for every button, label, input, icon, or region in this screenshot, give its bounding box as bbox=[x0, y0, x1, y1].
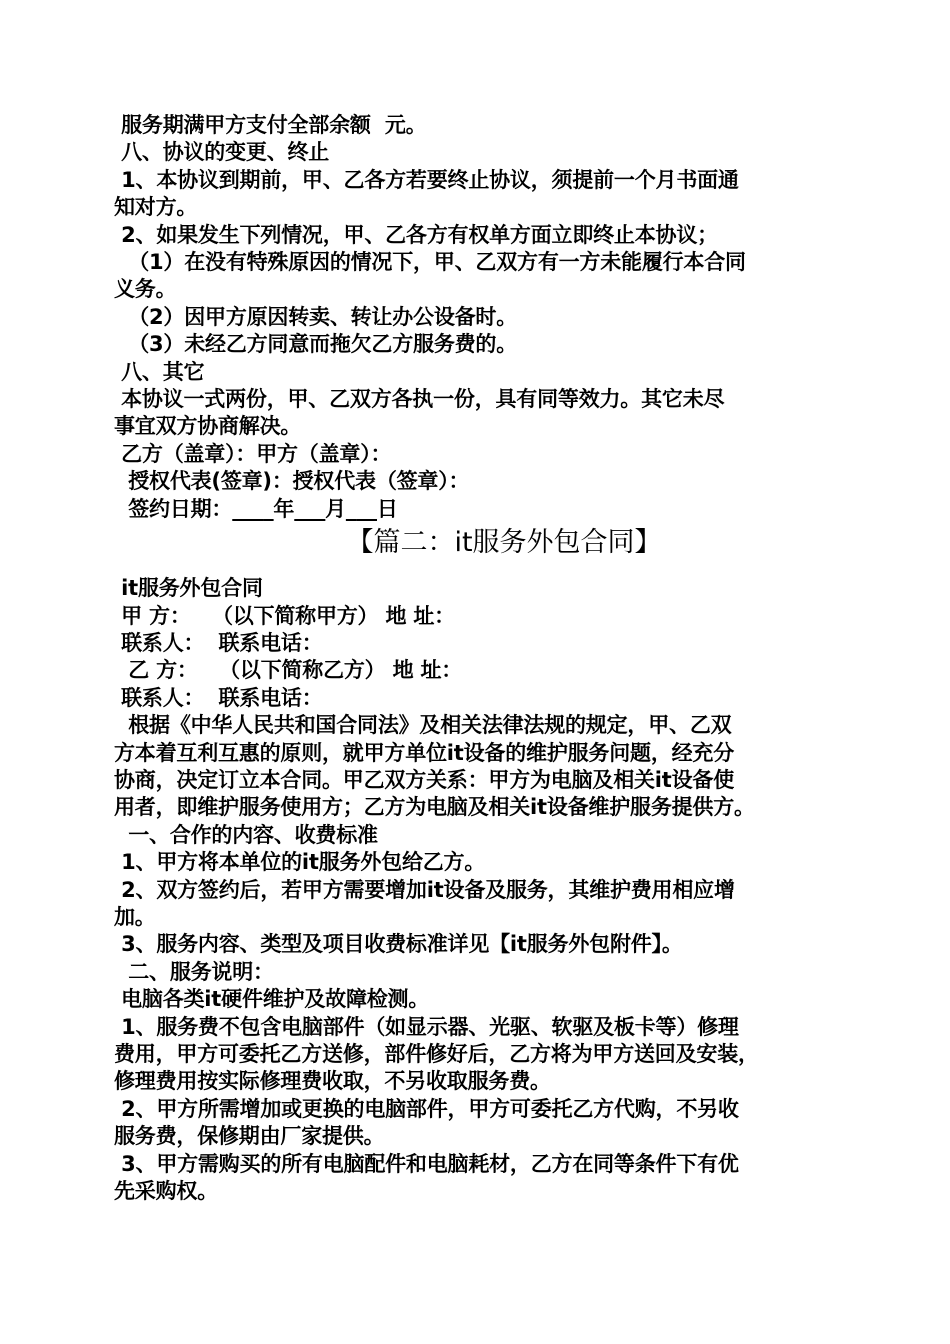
text-line: 联系人： 联系电话： bbox=[114, 685, 323, 710]
text-line: 加。 bbox=[114, 904, 156, 929]
text-line: 1、本协议到期前，甲、乙各方若要终止协议，须提前一个月书面通 bbox=[114, 167, 739, 192]
text-line: 电脑各类it硬件维护及故障检测。 bbox=[114, 987, 430, 1012]
text-line: it服务外包合同 bbox=[114, 576, 263, 601]
text-line: 2、甲方所需增加或更换的电脑部件，甲方可委托乙方代购，不另收 bbox=[114, 1096, 739, 1121]
text-line: 用者，即维护服务使用方；乙方为电脑及相关it设备维护服务提供方。 bbox=[114, 795, 755, 820]
text-line: 先采购权。 bbox=[114, 1179, 218, 1204]
text-line: 八、其它 bbox=[114, 359, 205, 384]
text-line: 协商，决定订立本合同。甲乙双方关系：甲方为电脑及相关it设备使 bbox=[114, 767, 735, 792]
text-line: 服务期满甲方支付全部余额 元。 bbox=[114, 113, 427, 137]
text-line: 2、双方签约后，若甲方需要增加it设备及服务，其维护费用相应增 bbox=[114, 877, 735, 902]
text-line: 3、服务内容、类型及项目收费标准详见【it服务外包附件】。 bbox=[114, 932, 683, 957]
text-line: 八、协议的变更、终止 bbox=[114, 140, 330, 165]
text-line: 联系人： 联系电话： bbox=[114, 630, 323, 655]
text-line: 2、如果发生下列情况，甲、乙各方有权单方面立即终止本协议； bbox=[114, 222, 718, 247]
contract-part-two bbox=[114, 575, 854, 1205]
text-line: （3）未经乙方同意而拖欠乙方服务费的。 bbox=[114, 332, 518, 357]
text-line: 服务费，保修期由厂家提供。 bbox=[114, 1124, 385, 1149]
section-title: 【篇二：it服务外包合同】 bbox=[346, 527, 662, 559]
text-line: 一、合作的内容、收费标准 bbox=[114, 822, 378, 847]
text-line: 事宜双方协商解决。 bbox=[114, 414, 302, 439]
text-line: 方本着互利互惠的原则，就甲方单位it设备的维护服务问题，经充分 bbox=[114, 740, 735, 765]
text-line: 义务。 bbox=[114, 277, 177, 302]
text-line: 甲 方： （以下简称甲方） 地 址： bbox=[114, 603, 455, 628]
text-line: 授权代表(签章)：授权代表（签章）： bbox=[114, 469, 470, 494]
text-line: 乙方（盖章）：甲方（盖章）： bbox=[114, 441, 392, 466]
text-line: 3、甲方需购买的所有电脑配件和电脑耗材，乙方在同等条件下有优 bbox=[114, 1151, 739, 1176]
text-line: 本协议一式两份，甲、乙双方各执一份，具有同等效力。其它未尽 bbox=[114, 387, 725, 412]
text-line: 知对方。 bbox=[114, 195, 198, 220]
contract-part-one bbox=[114, 112, 854, 523]
document-page bbox=[114, 112, 854, 1205]
text-line: 签约日期：____年___月___日 bbox=[114, 496, 398, 521]
text-line: 费用，甲方可委托乙方送修，部件修好后，乙方将为甲方送回及安装， bbox=[114, 1042, 759, 1066]
text-line: 乙 方： （以下简称乙方） 地 址： bbox=[114, 658, 463, 683]
text-line: 修理费用按实际修理费收取，不另收取服务费。 bbox=[114, 1069, 551, 1094]
text-line: （2）因甲方原因转卖、转让办公设备时。 bbox=[114, 304, 518, 329]
text-line: 1、甲方将本单位的it服务外包给乙方。 bbox=[114, 850, 486, 875]
text-line: 根据《中华人民共和国合同法》及相关法律法规的规定，甲、乙双 bbox=[114, 713, 732, 738]
text-line: 1、服务费不包含电脑部件（如显示器、光驱、软驱及板卡等）修理 bbox=[114, 1014, 739, 1039]
text-line: 二、服务说明： bbox=[114, 959, 274, 984]
text-line: （1）在没有特殊原因的情况下，甲、乙双方有一方未能履行本合同 bbox=[114, 250, 746, 275]
